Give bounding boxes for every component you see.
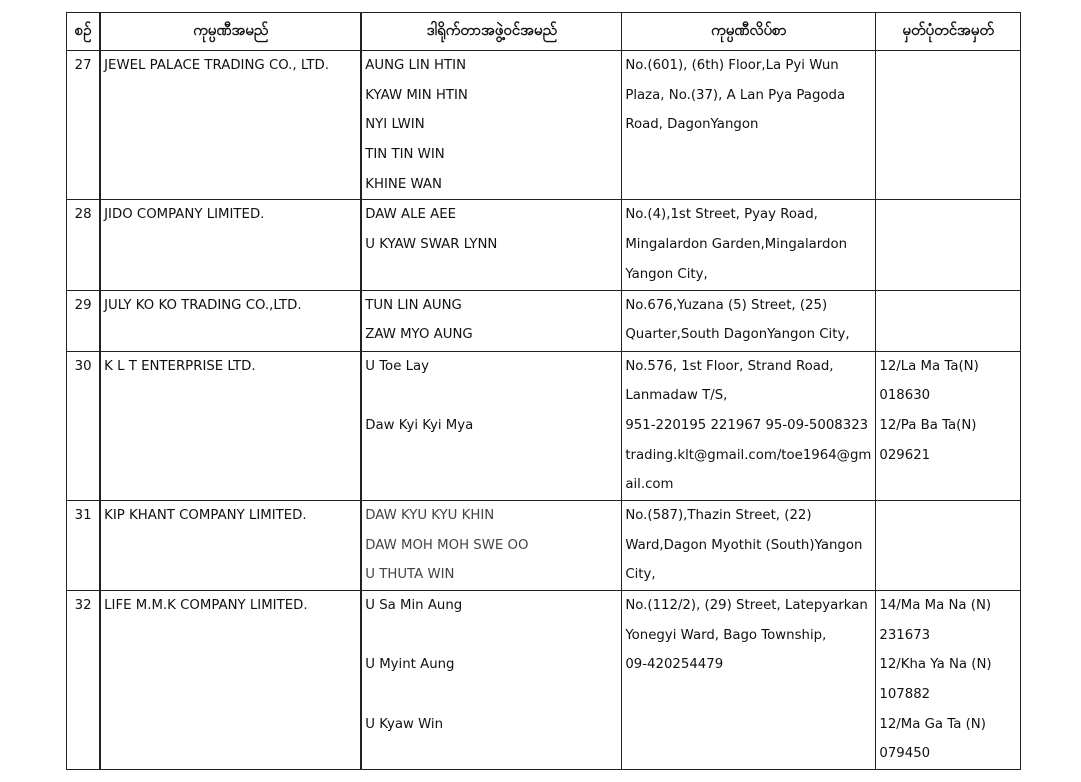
serial-number: 29: [74, 297, 92, 313]
table-header-row: [67, 13, 1021, 51]
serial-number: 27: [74, 58, 92, 73]
registration-line: 12/Ma Ga Ta (N): [879, 716, 986, 732]
registration-number-cell: [876, 200, 1021, 290]
company-address-cell: [622, 290, 876, 351]
company-address-cell: [622, 351, 876, 500]
table-row: [67, 351, 1021, 500]
director-names-cell: [361, 200, 622, 290]
company-name: KIP KHANT COMPANY LIMITED.: [104, 507, 307, 523]
address-line: City,: [625, 567, 656, 583]
address-line: 951-220195 221967 95-09-5008323: [625, 417, 869, 433]
serial-number: 31: [74, 507, 92, 523]
director-name: KHINE WAN: [365, 176, 442, 192]
company-address-cell: [622, 200, 876, 290]
table-row: [67, 290, 1021, 351]
serial-number-cell: [67, 290, 101, 351]
header-director-names: ဒါရိုက်တာအဖွဲ့ဝင်အမည်: [361, 13, 622, 51]
director-name: DAW KYU KYU KHIN: [365, 507, 495, 523]
address-line: No.(601), (6th) Floor,La Pyi Wun: [625, 58, 839, 73]
company-address-cell: [622, 591, 876, 770]
address-line: Plaza, No.(37), A Lan Pya Pagoda: [625, 87, 846, 103]
company-name-cell: [100, 351, 361, 500]
serial-number-cell: [67, 51, 101, 200]
director-name: U Toe Lay: [365, 358, 430, 374]
address-line: No.576, 1st Floor, Strand Road,: [625, 358, 834, 374]
company-name-cell: [100, 591, 361, 770]
table-body: [67, 51, 1021, 770]
table-row: [67, 591, 1021, 770]
company-name: K L T ENTERPRISE LTD.: [104, 358, 256, 374]
company-name-cell: [100, 51, 361, 200]
company-address-cell: [622, 500, 876, 590]
serial-number-cell: [67, 351, 101, 500]
registration-line: 14/Ma Ma Na (N): [879, 598, 992, 613]
serial-number-cell: [67, 500, 101, 590]
registration-line: 231673: [879, 627, 931, 643]
table-row: [67, 500, 1021, 590]
company-name: LIFE M.M.K COMPANY LIMITED.: [104, 598, 308, 613]
address-line: 09-420254479: [625, 657, 724, 673]
director-name: [365, 621, 618, 651]
address-line: Quarter,South DagonYangon City,: [625, 327, 850, 343]
serial-number-cell: [67, 591, 101, 770]
director-name: U KYAW SWAR LYNN: [365, 237, 498, 253]
address-line: Lanmadaw T/S,: [625, 388, 728, 404]
registration-line: 079450: [879, 746, 931, 762]
address-line: trading.klt@gmail.com/toe1964@gm: [625, 447, 872, 463]
address-line: Yonegyi Ward, Bago Township,: [625, 627, 827, 643]
registration-line: 029621: [879, 447, 931, 463]
serial-number: 32: [74, 598, 92, 613]
company-name: JULY KO KO TRADING CO.,LTD.: [104, 297, 302, 313]
director-names-cell: [361, 351, 622, 500]
table-row: [67, 200, 1021, 290]
company-name-cell: [100, 500, 361, 590]
director-name: U Kyaw Win: [365, 716, 444, 732]
registration-line: 018630: [879, 388, 931, 404]
registration-line: 107882: [879, 687, 931, 703]
serial-number-cell: [67, 200, 101, 290]
table-row: [67, 51, 1021, 200]
header-company-address: ကုမ္ပဏီလိပ်စာ: [622, 13, 876, 51]
director-name: TIN TIN WIN: [365, 147, 445, 163]
director-name: TUN LIN AUNG: [365, 297, 462, 313]
company-name: JIDO COMPANY LIMITED.: [104, 207, 265, 223]
address-line: ail.com: [625, 477, 674, 493]
address-line: No.(112/2), (29) Street, Latepyarkan: [625, 598, 868, 613]
director-name: U Sa Min Aung: [365, 598, 463, 613]
registration-number-cell: [876, 591, 1021, 770]
address-line: No.(4),1st Street, Pyay Road,: [625, 207, 818, 223]
director-name: [365, 381, 618, 411]
company-address-cell: [622, 51, 876, 200]
director-name: DAW ALE AEE: [365, 207, 457, 223]
company-name-cell: [100, 290, 361, 351]
director-name: U THUTA WIN: [365, 567, 455, 583]
company-name: JEWEL PALACE TRADING CO., LTD.: [104, 58, 330, 73]
registration-number-cell: [876, 51, 1021, 200]
address-line: Road, DagonYangon: [625, 117, 759, 133]
director-name: U Myint Aung: [365, 657, 455, 673]
header-serial-number: စဉ်: [67, 13, 101, 51]
company-registry-page: [66, 12, 1021, 770]
director-names-cell: [361, 591, 622, 770]
registration-number-cell: [876, 290, 1021, 351]
director-name: KYAW MIN HTIN: [365, 87, 468, 103]
registration-number-cell: [876, 351, 1021, 500]
address-line: Mingalardon Garden,Mingalardon: [625, 237, 848, 253]
serial-number: 28: [74, 207, 92, 223]
director-names-cell: [361, 500, 622, 590]
address-line: Ward,Dagon Myothit (South)Yangon: [625, 537, 863, 553]
director-name: DAW MOH MOH SWE OO: [365, 537, 529, 553]
registration-number-cell: [876, 500, 1021, 590]
company-name-cell: [100, 200, 361, 290]
company-directors-table: [66, 12, 1021, 770]
address-line: No.(587),Thazin Street, (22): [625, 507, 812, 523]
address-line: Yangon City,: [625, 266, 708, 282]
serial-number: 30: [74, 358, 92, 374]
registration-line: 12/Kha Ya Na (N): [879, 657, 992, 673]
director-names-cell: [361, 51, 622, 200]
registration-line: 12/Pa Ba Ta(N): [879, 417, 977, 433]
director-name: [365, 680, 618, 710]
header-registration-number: မှတ်ပုံတင်အမှတ်: [876, 13, 1021, 51]
header-company-name: ကုမ္ပဏီအမည်: [100, 13, 361, 51]
director-name: ZAW MYO AUNG: [365, 327, 473, 343]
registration-line: 12/La Ma Ta(N): [879, 358, 979, 374]
address-line: No.676,Yuzana (5) Street, (25): [625, 297, 828, 313]
director-names-cell: [361, 290, 622, 351]
director-name: Daw Kyi Kyi Mya: [365, 417, 474, 433]
director-name: AUNG LIN HTIN: [365, 58, 467, 73]
director-name: NYI LWIN: [365, 117, 425, 133]
